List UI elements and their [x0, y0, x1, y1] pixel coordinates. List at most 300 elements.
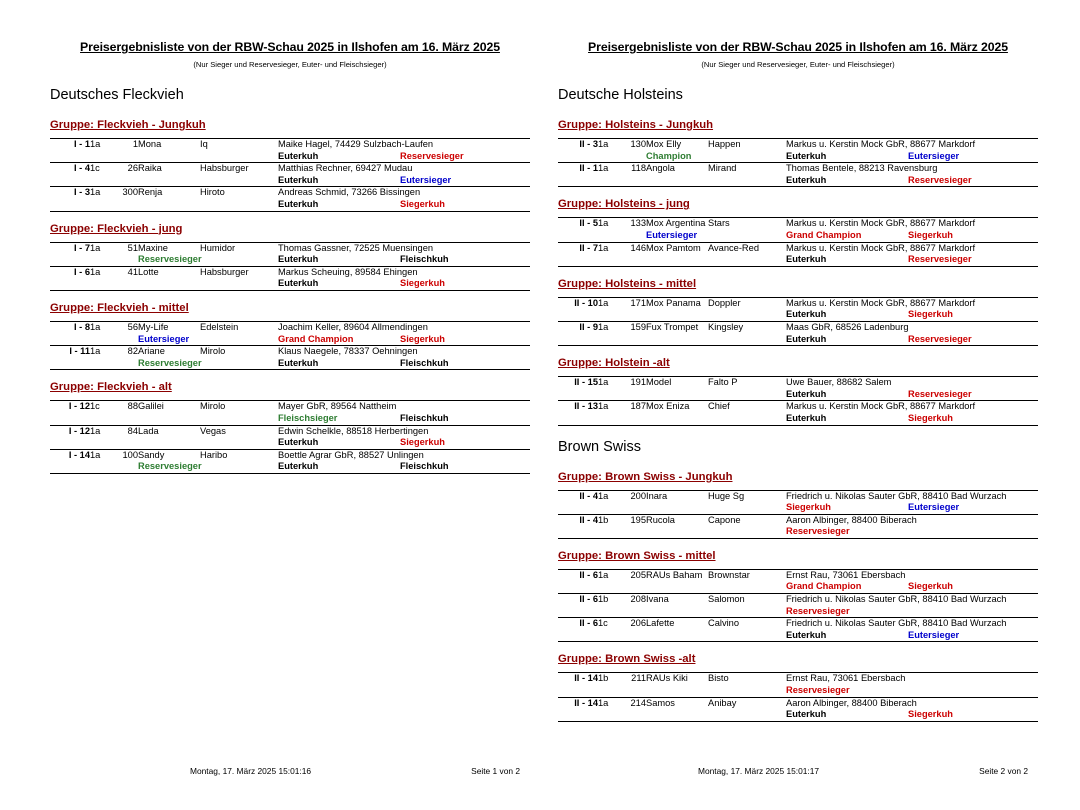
row-rule	[50, 473, 530, 474]
row-owner: Thomas Gassner, 72525 Muensingen	[278, 242, 434, 253]
row-award-slots	[786, 254, 1038, 266]
row-award-slots	[786, 151, 1038, 163]
page-footer	[50, 766, 530, 777]
row-award-slots	[786, 630, 1038, 642]
row-award-middle: Fleischsieger	[278, 412, 338, 423]
table-row	[558, 594, 1038, 606]
row-award-slots	[278, 175, 530, 187]
row-award-right	[908, 685, 1038, 697]
label-spacer	[620, 685, 646, 697]
row-award-left	[646, 709, 786, 721]
row-owner: Maas GbR, 68526 Ladenburg	[786, 321, 909, 332]
row-number: 146	[630, 242, 646, 253]
row-award-left: Champion	[646, 150, 692, 161]
row-award-left: Reservesieger	[138, 461, 202, 472]
row-award-right: Fleischkuh	[400, 357, 449, 368]
row-award-middle: Siegerkuh	[786, 502, 831, 513]
row-category: II - 10	[574, 297, 598, 308]
row-owner: Uwe Bauer, 88682 Salem	[786, 377, 892, 388]
footer-page-number: Seite 1 von 2	[471, 766, 520, 776]
row-award-left: Eutersieger	[646, 229, 698, 240]
award-slot-group	[786, 389, 1038, 401]
row-award-left: Eutersieger	[138, 333, 190, 344]
row-category: II - 6	[579, 594, 598, 605]
label-spacer	[50, 151, 90, 163]
row-award-right: Fleischkuh	[400, 254, 449, 265]
row-award-right: Siegerkuh	[908, 309, 953, 320]
group-heading: Gruppe: Fleckvieh - alt	[50, 381, 172, 394]
table-row	[558, 218, 1038, 230]
footer-page-number: Seite 2 von 2	[979, 766, 1028, 776]
row-award-slots	[278, 278, 530, 290]
row-award-left	[646, 630, 786, 642]
row-award-left	[646, 334, 786, 346]
label-spacer	[598, 581, 620, 593]
row-number: 191	[630, 377, 646, 388]
group-heading: Gruppe: Fleckvieh - mittel	[50, 301, 189, 314]
page-subtitle: (Nur Sieger und Reservesieger, Euter- und Fleischsieger)	[193, 60, 387, 69]
row-award-left	[646, 685, 786, 697]
row-category: II - 4	[579, 490, 598, 501]
table-row-labels	[50, 278, 530, 290]
row-number: 118	[631, 163, 646, 174]
row-animal-name: Lafette	[646, 618, 675, 629]
results-table	[50, 242, 530, 291]
row-sire: Falto P	[708, 377, 738, 388]
row-owner: Friedrich u. Nikolas Sauter GbR, 88410 Bad Wurzach	[786, 490, 1007, 501]
label-spacer	[50, 413, 90, 425]
row-sire: Calvino	[708, 618, 740, 629]
row-animal-name: Mox Eniza	[646, 401, 690, 412]
table-row	[558, 377, 1038, 389]
label-spacer	[112, 437, 138, 449]
table-row-labels	[558, 389, 1038, 401]
label-spacer	[112, 151, 138, 163]
row-animal-name: Mox Pamtom	[646, 242, 701, 253]
row-award-slots	[786, 502, 1038, 514]
results-table	[558, 376, 1038, 425]
label-spacer	[558, 606, 598, 618]
table-row-labels	[50, 334, 530, 346]
row-sire: Huge Sg	[708, 490, 745, 501]
row-award-right: Reservesieger	[400, 150, 464, 161]
row-award-left: Reservesieger	[138, 254, 202, 265]
results-table	[558, 569, 1038, 643]
row-award-middle: Grand Champion	[786, 581, 862, 592]
row-category: II - 6	[579, 569, 598, 580]
row-award-left	[646, 502, 786, 514]
label-spacer	[558, 175, 598, 187]
award-slot-group	[278, 413, 530, 425]
row-animal-name: Mox Argentina	[646, 218, 706, 229]
row-award-slots	[786, 230, 1038, 242]
award-slot-group	[786, 581, 1038, 593]
label-spacer	[558, 709, 598, 721]
row-animal-name: Samos	[646, 697, 675, 708]
row-category: II - 4	[579, 514, 598, 525]
row-award-left	[646, 309, 786, 321]
award-slot-group	[786, 709, 1038, 721]
row-owner: Maike Hagel, 74429 Sulzbach-Laufen	[278, 139, 434, 149]
row-category: II - 1	[579, 163, 598, 174]
group-heading: Gruppe: Brown Swiss - Jungkuh	[558, 470, 733, 483]
row-animal-name: My-Life	[138, 321, 169, 332]
row-number: 41	[127, 266, 138, 277]
label-spacer	[620, 151, 646, 163]
row-award-left	[646, 389, 786, 401]
table-row	[558, 698, 1038, 710]
table-row-labels	[50, 358, 530, 370]
label-spacer	[112, 254, 138, 266]
row-award-left	[646, 526, 786, 538]
table-row	[50, 243, 530, 255]
row-rank: 1a	[598, 297, 609, 308]
table-row	[50, 267, 530, 279]
table-row	[558, 298, 1038, 310]
row-sire: Mirand	[708, 163, 737, 174]
row-number: 56	[127, 321, 138, 332]
award-slot-group	[278, 461, 530, 473]
group-heading: Gruppe: Holstein -alt	[558, 357, 670, 370]
row-rank: 1a	[598, 218, 609, 229]
row-animal-name: RAUs Kiki	[646, 673, 688, 684]
table-row	[50, 322, 530, 334]
label-spacer	[558, 526, 598, 538]
row-sire: Habsburger	[200, 163, 249, 174]
results-table	[558, 217, 1038, 266]
group-heading: Gruppe: Brown Swiss - mittel	[558, 549, 716, 562]
label-spacer	[112, 358, 138, 370]
row-owner: Aaron Albinger, 88400 Biberach	[786, 697, 917, 708]
table-row-labels	[558, 334, 1038, 346]
label-spacer	[558, 309, 598, 321]
breed-heading: Deutsche Holsteins	[558, 87, 683, 103]
row-category: I - 12	[68, 401, 90, 412]
row-sire: Anibay	[708, 697, 737, 708]
results-table	[558, 490, 1038, 539]
row-award-left	[646, 254, 786, 266]
row-number: 84	[127, 425, 138, 436]
page-2	[540, 0, 1080, 810]
row-rank: 1a	[598, 377, 609, 388]
page-content	[558, 40, 1038, 722]
row-owner: Markus u. Kerstin Mock GbR, 88677 Markdorf	[786, 242, 976, 253]
row-category: I - 12	[68, 425, 90, 436]
group-heading: Gruppe: Fleckvieh - Jungkuh	[50, 119, 206, 131]
row-sire: Avance-Red	[708, 242, 759, 253]
label-spacer	[620, 334, 646, 346]
page-footer	[558, 766, 1038, 777]
table-row-labels	[558, 230, 1038, 242]
row-owner: Markus u. Kerstin Mock GbR, 88677 Markdorf	[786, 297, 976, 308]
row-animal-name: Lada	[138, 425, 159, 436]
label-spacer	[598, 502, 620, 514]
label-spacer	[90, 199, 112, 211]
group-heading: Gruppe: Holsteins - jung	[558, 198, 690, 211]
row-sire: Iq	[200, 139, 208, 149]
row-owner: Andreas Schmid, 73266 Bissingen	[278, 187, 421, 198]
label-spacer	[558, 413, 598, 425]
row-owner: Friedrich u. Nikolas Sauter GbR, 88410 Bad Wurzach	[786, 618, 1007, 629]
group-heading: Gruppe: Holsteins - Jungkuh	[558, 119, 714, 131]
row-animal-name: Lotte	[138, 266, 159, 277]
award-slot-group	[278, 358, 530, 370]
label-spacer	[620, 526, 646, 538]
row-category: II - 3	[579, 139, 598, 149]
results-table	[558, 672, 1038, 721]
label-spacer	[558, 151, 598, 163]
row-award-middle: Euterkuh	[786, 333, 827, 344]
label-spacer	[620, 606, 646, 618]
breed-heading: Deutsches Fleckvieh	[50, 87, 184, 103]
row-award-left	[646, 606, 786, 618]
label-spacer	[50, 254, 90, 266]
row-number: 82	[127, 346, 138, 357]
label-spacer	[598, 175, 620, 187]
row-category: I - 14	[68, 449, 90, 460]
row-award-middle: Euterkuh	[786, 388, 827, 399]
label-spacer	[598, 230, 620, 242]
label-spacer	[558, 630, 598, 642]
row-award-middle: Euterkuh	[786, 309, 827, 320]
label-spacer	[620, 581, 646, 593]
label-spacer	[558, 581, 598, 593]
award-slot-group	[278, 175, 530, 187]
table-row	[558, 673, 1038, 685]
label-spacer	[112, 175, 138, 187]
award-slot-group	[786, 254, 1038, 266]
award-slot-group	[786, 685, 1038, 697]
row-owner: Thomas Bentele, 88213 Ravensburg	[786, 163, 938, 174]
row-award-middle: Euterkuh	[278, 198, 319, 209]
row-rank: 1c	[90, 163, 100, 174]
row-rank: 1c	[598, 618, 608, 629]
award-slot-group	[786, 413, 1038, 425]
row-award-right: Reservesieger	[908, 254, 972, 265]
row-category: I - 3	[73, 187, 90, 198]
footer-date: Montag, 17. März 2025 15:01:16	[190, 766, 312, 776]
row-sire: Doppler	[708, 297, 741, 308]
table-row	[50, 426, 530, 438]
row-sire: Mirolo	[200, 346, 226, 357]
row-award-slots	[786, 175, 1038, 187]
label-spacer	[620, 389, 646, 401]
label-spacer	[90, 334, 112, 346]
row-number: 300	[122, 187, 138, 198]
row-award-middle: Euterkuh	[278, 437, 319, 448]
results-table	[50, 138, 530, 212]
row-award-slots	[786, 334, 1038, 346]
row-award-right: Siegerkuh	[908, 229, 953, 240]
row-rank: 1a	[90, 266, 101, 277]
row-owner: Markus u. Kerstin Mock GbR, 88677 Markdorf	[786, 401, 976, 412]
row-owner: Aaron Albinger, 88400 Biberach	[786, 514, 917, 525]
table-row-labels	[50, 175, 530, 187]
row-category: II - 5	[579, 218, 598, 229]
row-award-right: Reservesieger	[908, 174, 972, 185]
award-slot-group	[786, 230, 1038, 242]
award-slot-group	[786, 334, 1038, 346]
row-rank: 1a	[598, 401, 609, 412]
row-sire: Salomon	[708, 594, 745, 605]
row-award-slots	[786, 389, 1038, 401]
award-slot-group	[278, 151, 530, 163]
table-row-labels	[558, 151, 1038, 163]
table-row-labels	[558, 254, 1038, 266]
table-row-labels	[558, 630, 1038, 642]
row-animal-name: Sandy	[138, 449, 165, 460]
row-number: 205	[630, 569, 646, 580]
award-slot-group	[786, 175, 1038, 187]
row-number: 171	[630, 297, 646, 308]
row-number: 211	[631, 673, 646, 684]
group-heading: Gruppe: Holsteins - mittel	[558, 277, 697, 290]
table-row	[50, 139, 530, 151]
label-spacer	[620, 502, 646, 514]
row-rank: 1a	[598, 697, 609, 708]
row-award-middle: Euterkuh	[786, 709, 827, 720]
label-spacer	[598, 389, 620, 401]
row-rank: 1a	[90, 321, 101, 332]
row-award-right: Reservesieger	[908, 388, 972, 399]
table-row	[558, 515, 1038, 527]
row-sire: Edelstein	[200, 321, 239, 332]
label-spacer	[50, 278, 90, 290]
row-rank: 1b	[598, 673, 609, 684]
row-number: 187	[630, 401, 646, 412]
table-row	[558, 243, 1038, 255]
table-row-labels	[558, 502, 1038, 514]
table-row-labels	[50, 199, 530, 211]
label-spacer	[558, 230, 598, 242]
row-award-right: Eutersieger	[908, 502, 960, 513]
row-number: 133	[630, 218, 646, 229]
label-spacer	[598, 254, 620, 266]
award-slot-group	[278, 437, 530, 449]
row-animal-name: Angola	[646, 163, 675, 174]
group-heading: Gruppe: Fleckvieh - jung	[50, 222, 183, 235]
row-rank: 1b	[598, 514, 609, 525]
breed-heading: Brown Swiss	[558, 438, 641, 455]
row-rank: 1a	[598, 490, 609, 501]
table-row	[558, 163, 1038, 175]
row-rank: 1b	[598, 594, 609, 605]
row-award-right: Siegerkuh	[400, 198, 445, 209]
label-spacer	[620, 230, 646, 242]
label-spacer	[620, 254, 646, 266]
row-sire: Haribo	[200, 449, 228, 460]
row-animal-name: Mox Panama	[646, 297, 701, 308]
row-owner: Edwin Schelkle, 88518 Herbertingen	[278, 425, 429, 436]
row-award-middle: Euterkuh	[786, 629, 827, 640]
table-row-labels	[50, 413, 530, 425]
table-row-labels	[558, 309, 1038, 321]
row-award-left	[138, 437, 278, 449]
label-spacer	[598, 334, 620, 346]
row-sire: Mirolo	[200, 401, 226, 412]
row-number: 214	[630, 697, 646, 708]
label-spacer	[598, 709, 620, 721]
row-award-right	[908, 526, 1038, 538]
row-owner: Markus Scheuing, 89584 Ehingen	[278, 266, 418, 277]
label-spacer	[90, 254, 112, 266]
row-category: II - 14	[574, 697, 598, 708]
row-award-right: Fleischkuh	[400, 461, 449, 472]
label-spacer	[558, 334, 598, 346]
label-spacer	[620, 413, 646, 425]
row-number: 159	[630, 321, 646, 332]
label-spacer	[112, 334, 138, 346]
row-animal-name: Raika	[138, 163, 162, 174]
row-award-middle: Euterkuh	[278, 357, 319, 368]
row-category: I - 8	[73, 321, 90, 332]
row-number: 51	[127, 242, 138, 253]
table-row	[558, 139, 1038, 151]
row-owner: Ernst Rau, 73061 Ebersbach	[786, 569, 906, 580]
row-award-middle: Reservesieger	[786, 685, 850, 696]
label-spacer	[90, 175, 112, 187]
label-spacer	[50, 334, 90, 346]
label-spacer	[90, 437, 112, 449]
row-award-right: Fleischkuh	[400, 412, 449, 423]
label-spacer	[598, 685, 620, 697]
award-slot-group	[278, 199, 530, 211]
table-row-labels	[558, 581, 1038, 593]
row-rank: 1c	[90, 401, 100, 412]
row-award-right: Eutersieger	[908, 629, 960, 640]
row-award-slots	[278, 437, 530, 449]
row-animal-name: Mox Elly	[646, 139, 682, 149]
table-row-labels	[50, 254, 530, 266]
table-row-labels	[558, 175, 1038, 187]
label-spacer	[50, 437, 90, 449]
row-owner: Boettle Agrar GbR, 88527 Unlingen	[278, 449, 424, 460]
row-rule-cell	[558, 721, 1038, 722]
row-award-left	[646, 413, 786, 425]
row-award-slots	[278, 461, 530, 473]
label-spacer	[620, 309, 646, 321]
row-animal-name: Ivana	[646, 594, 669, 605]
label-spacer	[90, 278, 112, 290]
table-row-labels	[50, 461, 530, 473]
row-sire: Vegas	[200, 425, 226, 436]
label-spacer	[50, 199, 90, 211]
row-category: II - 14	[574, 673, 598, 684]
results-table	[558, 297, 1038, 346]
row-number: 88	[127, 401, 138, 412]
results-table	[50, 400, 530, 474]
row-award-left: Reservesieger	[138, 357, 202, 368]
label-spacer	[598, 309, 620, 321]
row-animal-name: Inara	[646, 490, 668, 501]
table-row	[50, 346, 530, 358]
label-spacer	[90, 413, 112, 425]
row-number: 100	[122, 449, 138, 460]
award-slot-group	[786, 151, 1038, 163]
row-award-slots	[786, 606, 1038, 618]
row-owner: Joachim Keller, 89604 Allmendingen	[278, 321, 428, 332]
table-row-labels	[558, 413, 1038, 425]
row-award-slots	[786, 309, 1038, 321]
award-slot-group	[786, 630, 1038, 642]
row-award-left	[138, 151, 278, 163]
row-owner: Matthias Rechner, 69427 Mudau	[278, 163, 413, 174]
row-award-left	[646, 581, 786, 593]
row-award-slots	[786, 581, 1038, 593]
label-spacer	[598, 630, 620, 642]
row-sire: Bisto	[708, 673, 729, 684]
row-category: I - 6	[73, 266, 90, 277]
